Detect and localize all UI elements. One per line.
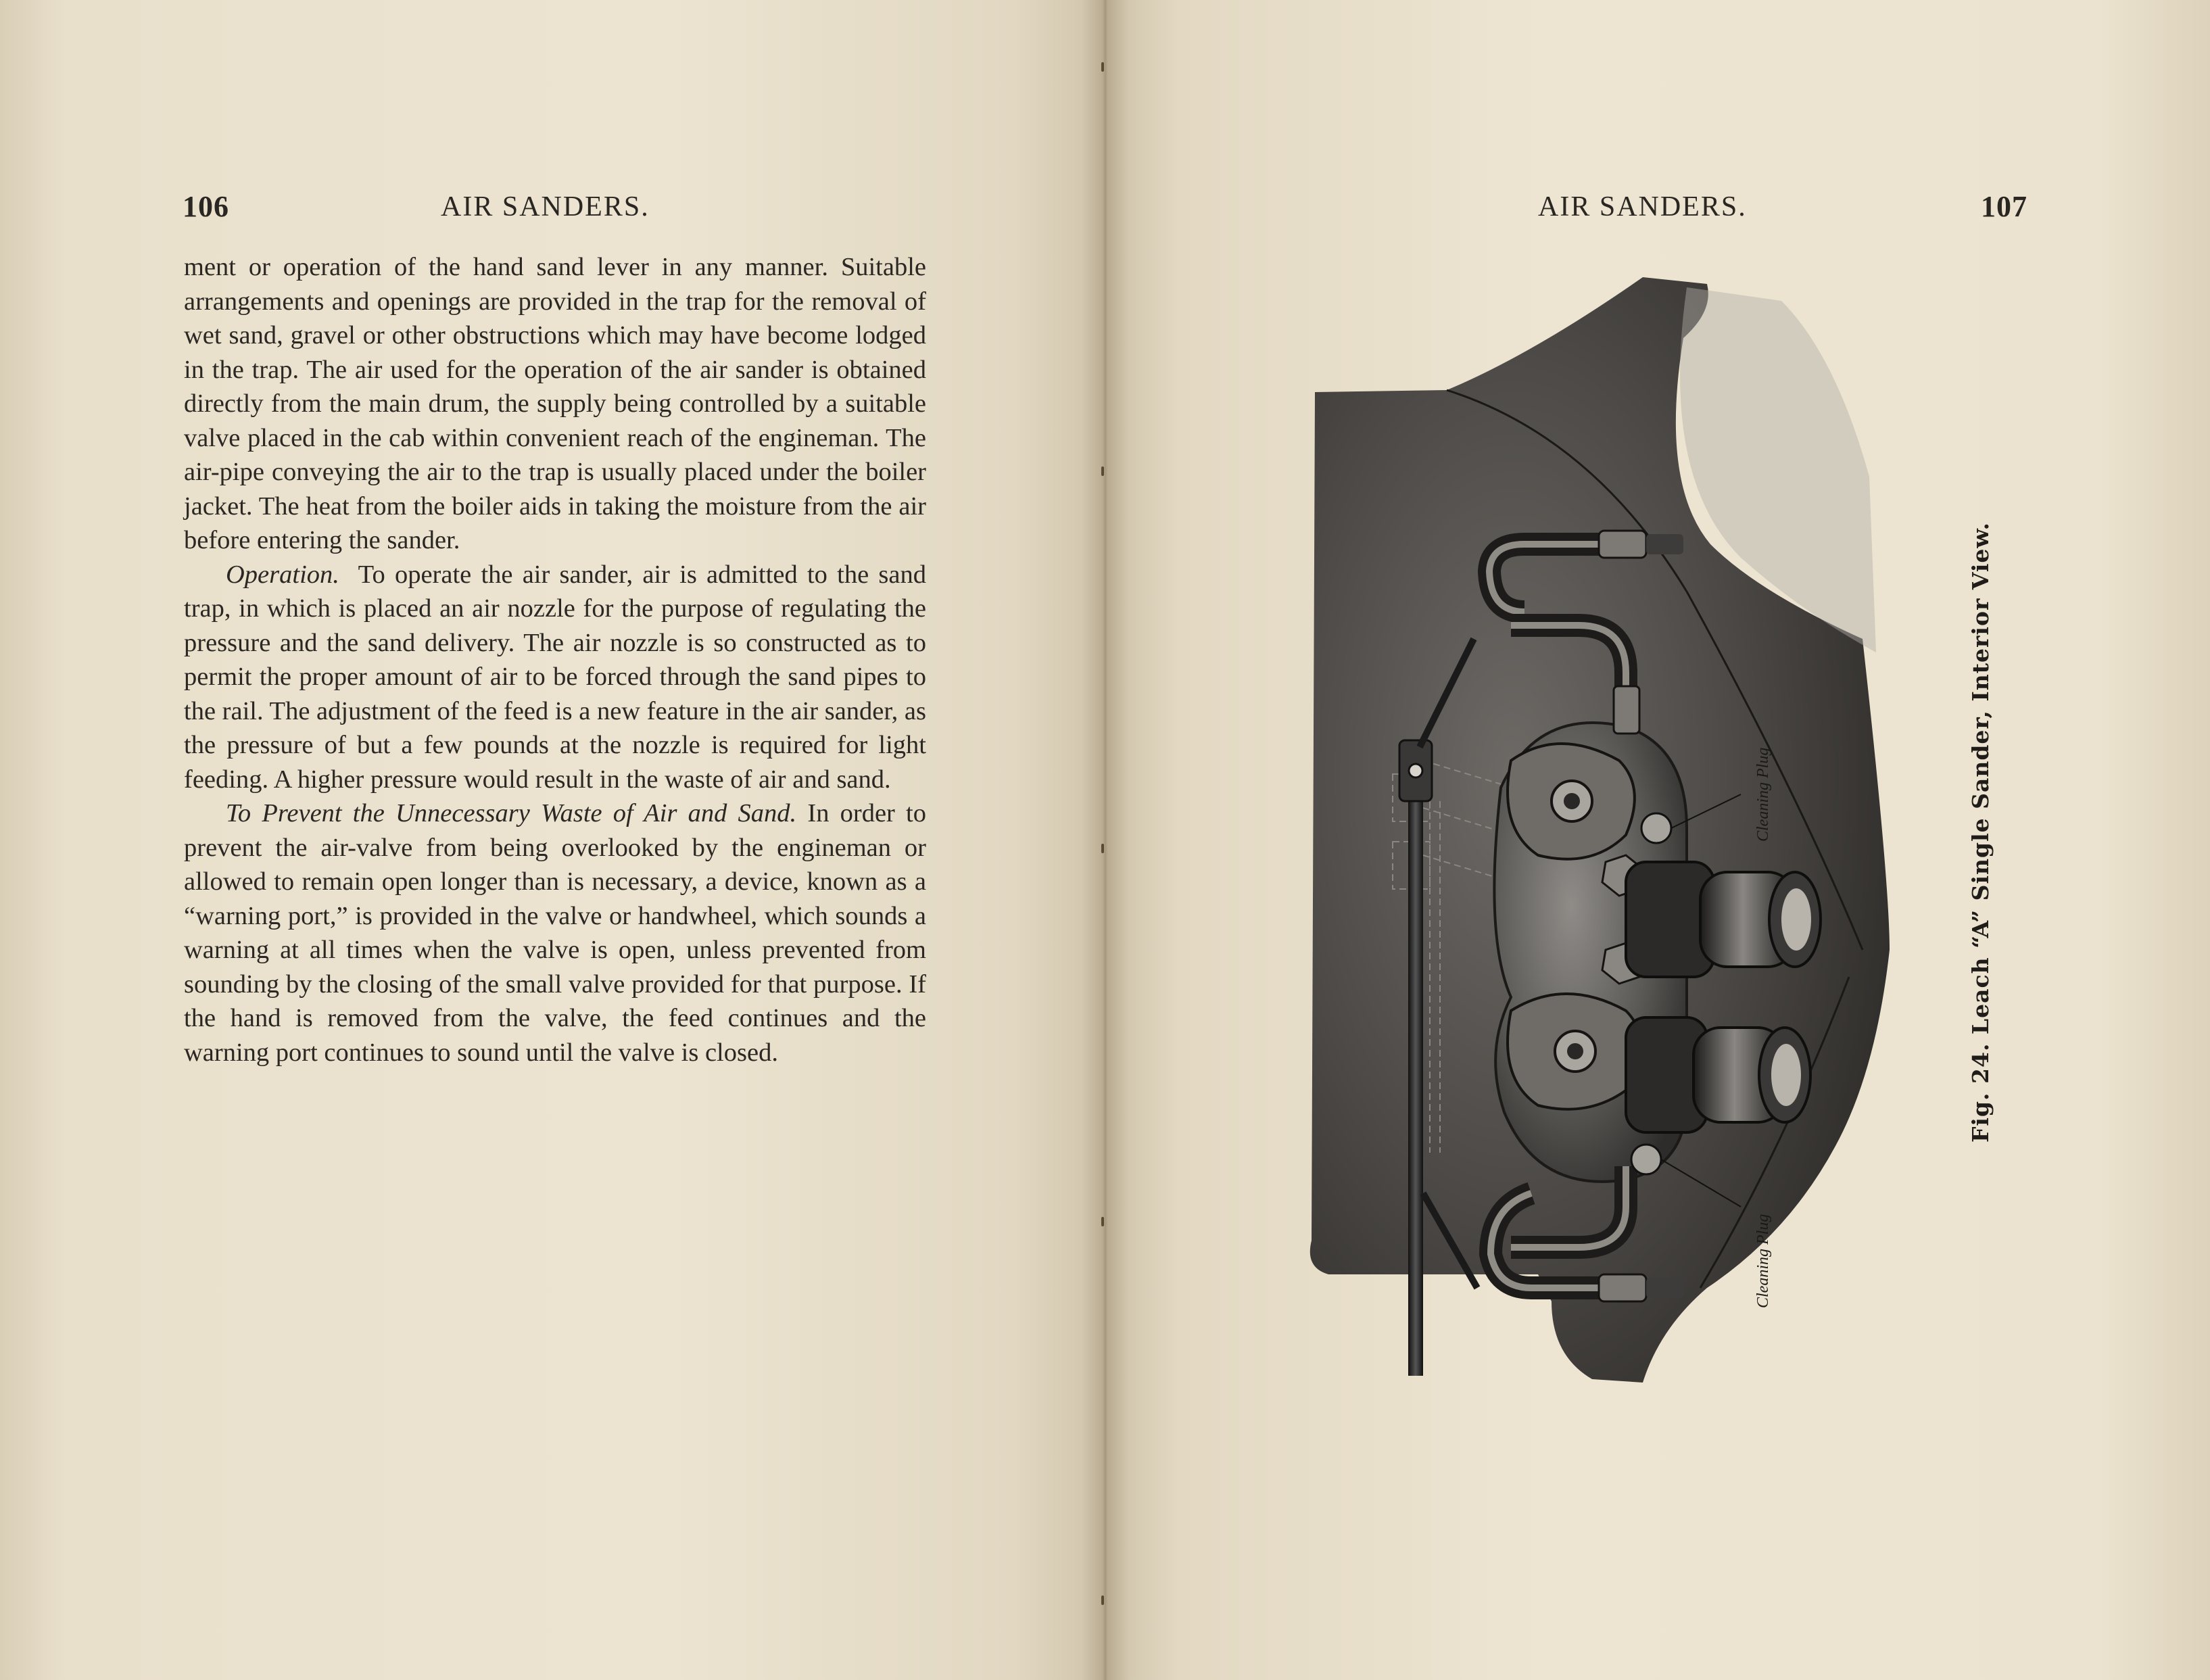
cleaning-plug-label-lower: Cleaning Plug	[1754, 1214, 1772, 1308]
binding-stitch	[1101, 466, 1104, 476]
running-head-right: AIR SANDERS.	[1538, 191, 1747, 222]
paragraph-operation-lead: Operation.	[226, 560, 339, 589]
paragraph-operation-text: To operate the air sander, air is admitted to the sand trap, in which is placed an air nozzle for the purpose of regulating the pressure and the sand delivery. The air nozzle is so constructed as to permit the proper amount of air to be forced through the sand pipes to the rail. The adjustment of the feed is a new feature in the air sander, as the pressure of but a few pounds at the nozzle is required for light feeding. A higher pressure would result in the waste of air and sand.	[184, 560, 926, 794]
binding-stitch	[1101, 1595, 1104, 1605]
paragraph-waste-lead: To Prevent the Unnecessary Waste of Air and Sand.	[226, 799, 797, 827]
page-number-left: 106	[183, 190, 229, 223]
running-head-left: AIR SANDERS.	[441, 191, 650, 222]
upper-outlet	[1626, 862, 1821, 977]
paragraph-waste	[184, 796, 926, 1070]
figure-caption	[1967, 522, 2008, 1143]
body-text	[184, 250, 926, 1070]
paragraph-1	[184, 250, 926, 558]
cleaning-plug-upper	[1641, 813, 1671, 843]
figure-caption-text: Fig. 24. Leach “A” Single Sander, Interior View.	[1967, 522, 1994, 1143]
cleaning-plug-lower	[1631, 1145, 1661, 1174]
book-gutter	[1082, 0, 1129, 1680]
paragraph-waste-text: In order to prevent the air-valve from being overlooked by the engineman or allowed to remain open longer than is necessary, a device, known as a “warning port,” is provided in the valve or handwheel, which sounds a warning at all times when the valve is open, unless prevented from sounding by the closing of the small valve provided for that purpose. If the hand is removed from the valve, the feed continues and the warning port continues to sound until the valve is closed.	[184, 799, 926, 1067]
lower-outlet	[1626, 1017, 1810, 1132]
paragraph-operation	[184, 558, 926, 797]
binding-stitch	[1101, 844, 1104, 853]
operating-rod	[1408, 747, 1423, 1376]
left-page	[0, 0, 1102, 1680]
sander-illustration	[1308, 274, 1900, 1383]
page-number-right: 107	[1981, 190, 2027, 223]
paragraph-1-text: ment or operation of the hand sand lever in any manner. Suitable arrangements and openings are provided in the trap for the removal of wet sand, gravel or other obstructions which may have become lodged in the trap. The air used for the operation of the air sander is obtained directly from the main drum, the supply being controlled by a suitable valve placed in the cab within convenient reach of the engineman. The air-pipe conveying the air to the trap is usually placed under the boiler jacket. The heat from the boiler aids in taking the moisture from the air before entering the sander.	[184, 253, 926, 554]
binding-stitch	[1101, 62, 1104, 72]
cleaning-plug-label-upper: Cleaning Plug	[1754, 747, 1772, 842]
binding-stitch	[1101, 1217, 1104, 1226]
